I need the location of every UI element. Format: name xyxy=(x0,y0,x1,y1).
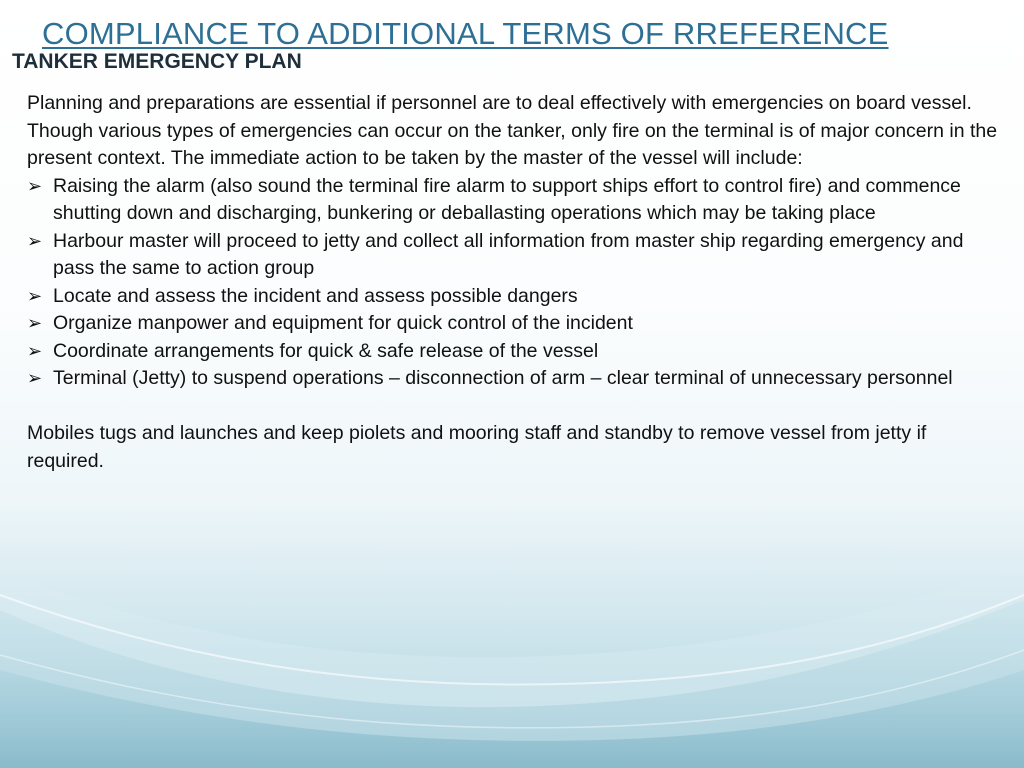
intro-paragraph: Planning and preparations are essential if personnel are to deal effectively with emergencies on board vessel. Though various types of emergencies can occur on the tanker, only fire on the terminal is of major concern in the present context. The immediate action to be taken by the master of the vessel will include: xyxy=(27,92,998,169)
list-item-text: Raising the alarm (also sound the terminal fire alarm to support ships effort to control fire) and commence shutting down and discharging, bunkering or deballasting operations which may be taking place xyxy=(53,174,961,224)
wave-background-decoration xyxy=(0,540,1024,768)
slide-title: COMPLIANCE TO ADDITIONAL TERMS OF RREFERENCE xyxy=(42,16,889,51)
paragraph-spacer xyxy=(27,393,1002,421)
list-item xyxy=(27,173,1002,228)
list-item xyxy=(27,228,1002,283)
list-item xyxy=(27,365,1002,393)
closing-paragraph: Mobiles tugs and launches and keep piolets and mooring staff and standby to remove vessel from jetty if required. xyxy=(27,422,927,472)
arrow-bullet-icon: ➢ xyxy=(27,175,43,196)
arrow-bullet-icon: ➢ xyxy=(27,285,43,306)
list-item xyxy=(27,283,1002,311)
list-item xyxy=(27,338,1002,366)
slide-subtitle: TANKER EMERGENCY PLAN xyxy=(12,50,302,73)
slide-body xyxy=(27,90,1002,475)
list-item-text: Organize manpower and equipment for quick control of the incident xyxy=(53,312,633,334)
arrow-bullet-icon: ➢ xyxy=(27,368,43,388)
list-item-text: Harbour master will proceed to jetty and collect all information from master ship regarding emergency and pass the same to action group xyxy=(53,229,964,279)
action-list xyxy=(27,173,1002,393)
list-item-text: Locate and assess the incident and assess possible dangers xyxy=(53,284,578,307)
arrow-bullet-icon: ➢ xyxy=(27,340,43,361)
list-item-text: Terminal (Jetty) to suspend operations – disconnection of arm – clear terminal of unnecessary personnel xyxy=(53,367,953,389)
list-item xyxy=(27,310,1002,338)
list-item-text: Coordinate arrangements for quick & safe release of the vessel xyxy=(53,339,599,362)
arrow-bullet-icon: ➢ xyxy=(27,230,43,251)
arrow-bullet-icon: ➢ xyxy=(27,313,43,333)
